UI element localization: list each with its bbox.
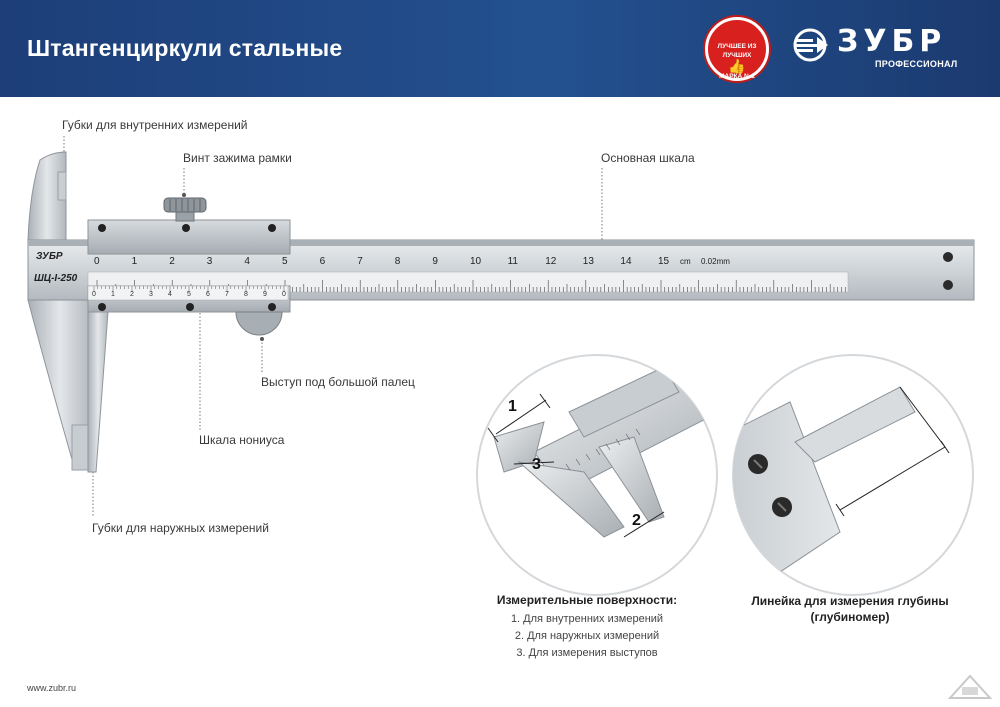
marker-3: 3 <box>532 456 541 473</box>
brand-name: ЗУБР <box>837 24 947 59</box>
main-scale-number: 8 <box>394 256 401 267</box>
main-scale-number: 2 <box>169 256 175 267</box>
vernier-number: 1 <box>111 291 115 298</box>
watermark-logo-icon <box>948 672 992 702</box>
scale-unit: cm <box>680 257 691 266</box>
measuring-surfaces-title: Измерительные поверхности: <box>496 593 678 607</box>
list-item: 1. Для внутренних измерений <box>510 613 664 625</box>
moving-outer-jaw <box>88 312 108 472</box>
sliding-frame-top <box>88 220 290 254</box>
vernier-number: 0 <box>92 291 96 298</box>
main-scale-number: 12 <box>545 256 557 267</box>
main-scale-number: 1 <box>131 256 138 267</box>
callout-main-scale: Основная шкала <box>601 151 695 165</box>
main-scale-number: 5 <box>282 256 288 267</box>
scale-resolution: 0.02mm <box>701 257 730 266</box>
callout-thumb-rest: Выступ под большой палец <box>261 375 415 389</box>
main-scale-number: 10 <box>470 256 482 267</box>
depth-gauge-caption <box>735 593 965 625</box>
badge-line-2: МАРКА №1 <box>719 73 755 80</box>
main-scale-number: 9 <box>432 256 438 267</box>
badge-line-1: ЛУЧШЕЕ ИЗ ЛУЧШИХ <box>717 43 757 59</box>
detail-depth-gauge <box>730 352 976 598</box>
callout-clamp-screw: Винт зажима рамки <box>183 151 292 165</box>
depth-gauge-title: Линейка для измерения глубины <box>751 594 949 608</box>
thumb-rest <box>236 312 282 335</box>
vernier-number: 7 <box>225 291 229 298</box>
list-item: 3. Для измерения выступов <box>516 647 658 659</box>
vernier-number: 9 <box>263 291 267 298</box>
brand-tagline: ПРОФЕССИОНАЛ <box>875 59 958 69</box>
vernier-number: 4 <box>168 291 172 298</box>
main-scale-number: 11 <box>507 256 518 267</box>
callout-outer-jaws: Губки для наружных измерений <box>92 521 269 535</box>
vernier-number: 2 <box>130 291 134 298</box>
page-title: Штангенциркули стальные <box>27 35 343 61</box>
vernier-number: 6 <box>206 291 210 298</box>
detail-measuring-surfaces <box>474 352 720 598</box>
main-scale-number: 0 <box>94 256 100 267</box>
main-scale-number: 14 <box>620 256 632 267</box>
vernier-number: 5 <box>187 291 191 298</box>
website-url[interactable]: www.zubr.ru <box>27 683 77 693</box>
list-item: 2. Для наружных измерений <box>514 630 660 642</box>
callout-inner-jaws: Губки для внутренних измерений <box>62 118 248 132</box>
vernier-number: 3 <box>149 291 153 298</box>
main-scale-number: 13 <box>582 256 594 267</box>
measuring-surfaces-list <box>487 611 687 662</box>
main-scale-number: 3 <box>206 256 213 267</box>
vernier-number: 8 <box>244 291 248 298</box>
engraved-model: ШЦ-I-250 <box>34 273 78 284</box>
main-scale-number: 4 <box>244 256 250 267</box>
main-scale-number: 6 <box>319 256 326 267</box>
marker-2: 2 <box>632 512 641 529</box>
marker-1: 1 <box>508 398 517 415</box>
callout-vernier-scale: Шкала нониуса <box>199 433 285 447</box>
depth-gauge-subtitle: (глубиномер) <box>810 610 890 624</box>
main-scale-number: 15 <box>658 256 670 267</box>
engraved-brand: ЗУБР <box>36 251 63 262</box>
main-scale-number: 7 <box>357 256 363 267</box>
thumbs-up-icon: 👍 <box>728 58 746 74</box>
vernier-number: 0 <box>282 291 286 298</box>
